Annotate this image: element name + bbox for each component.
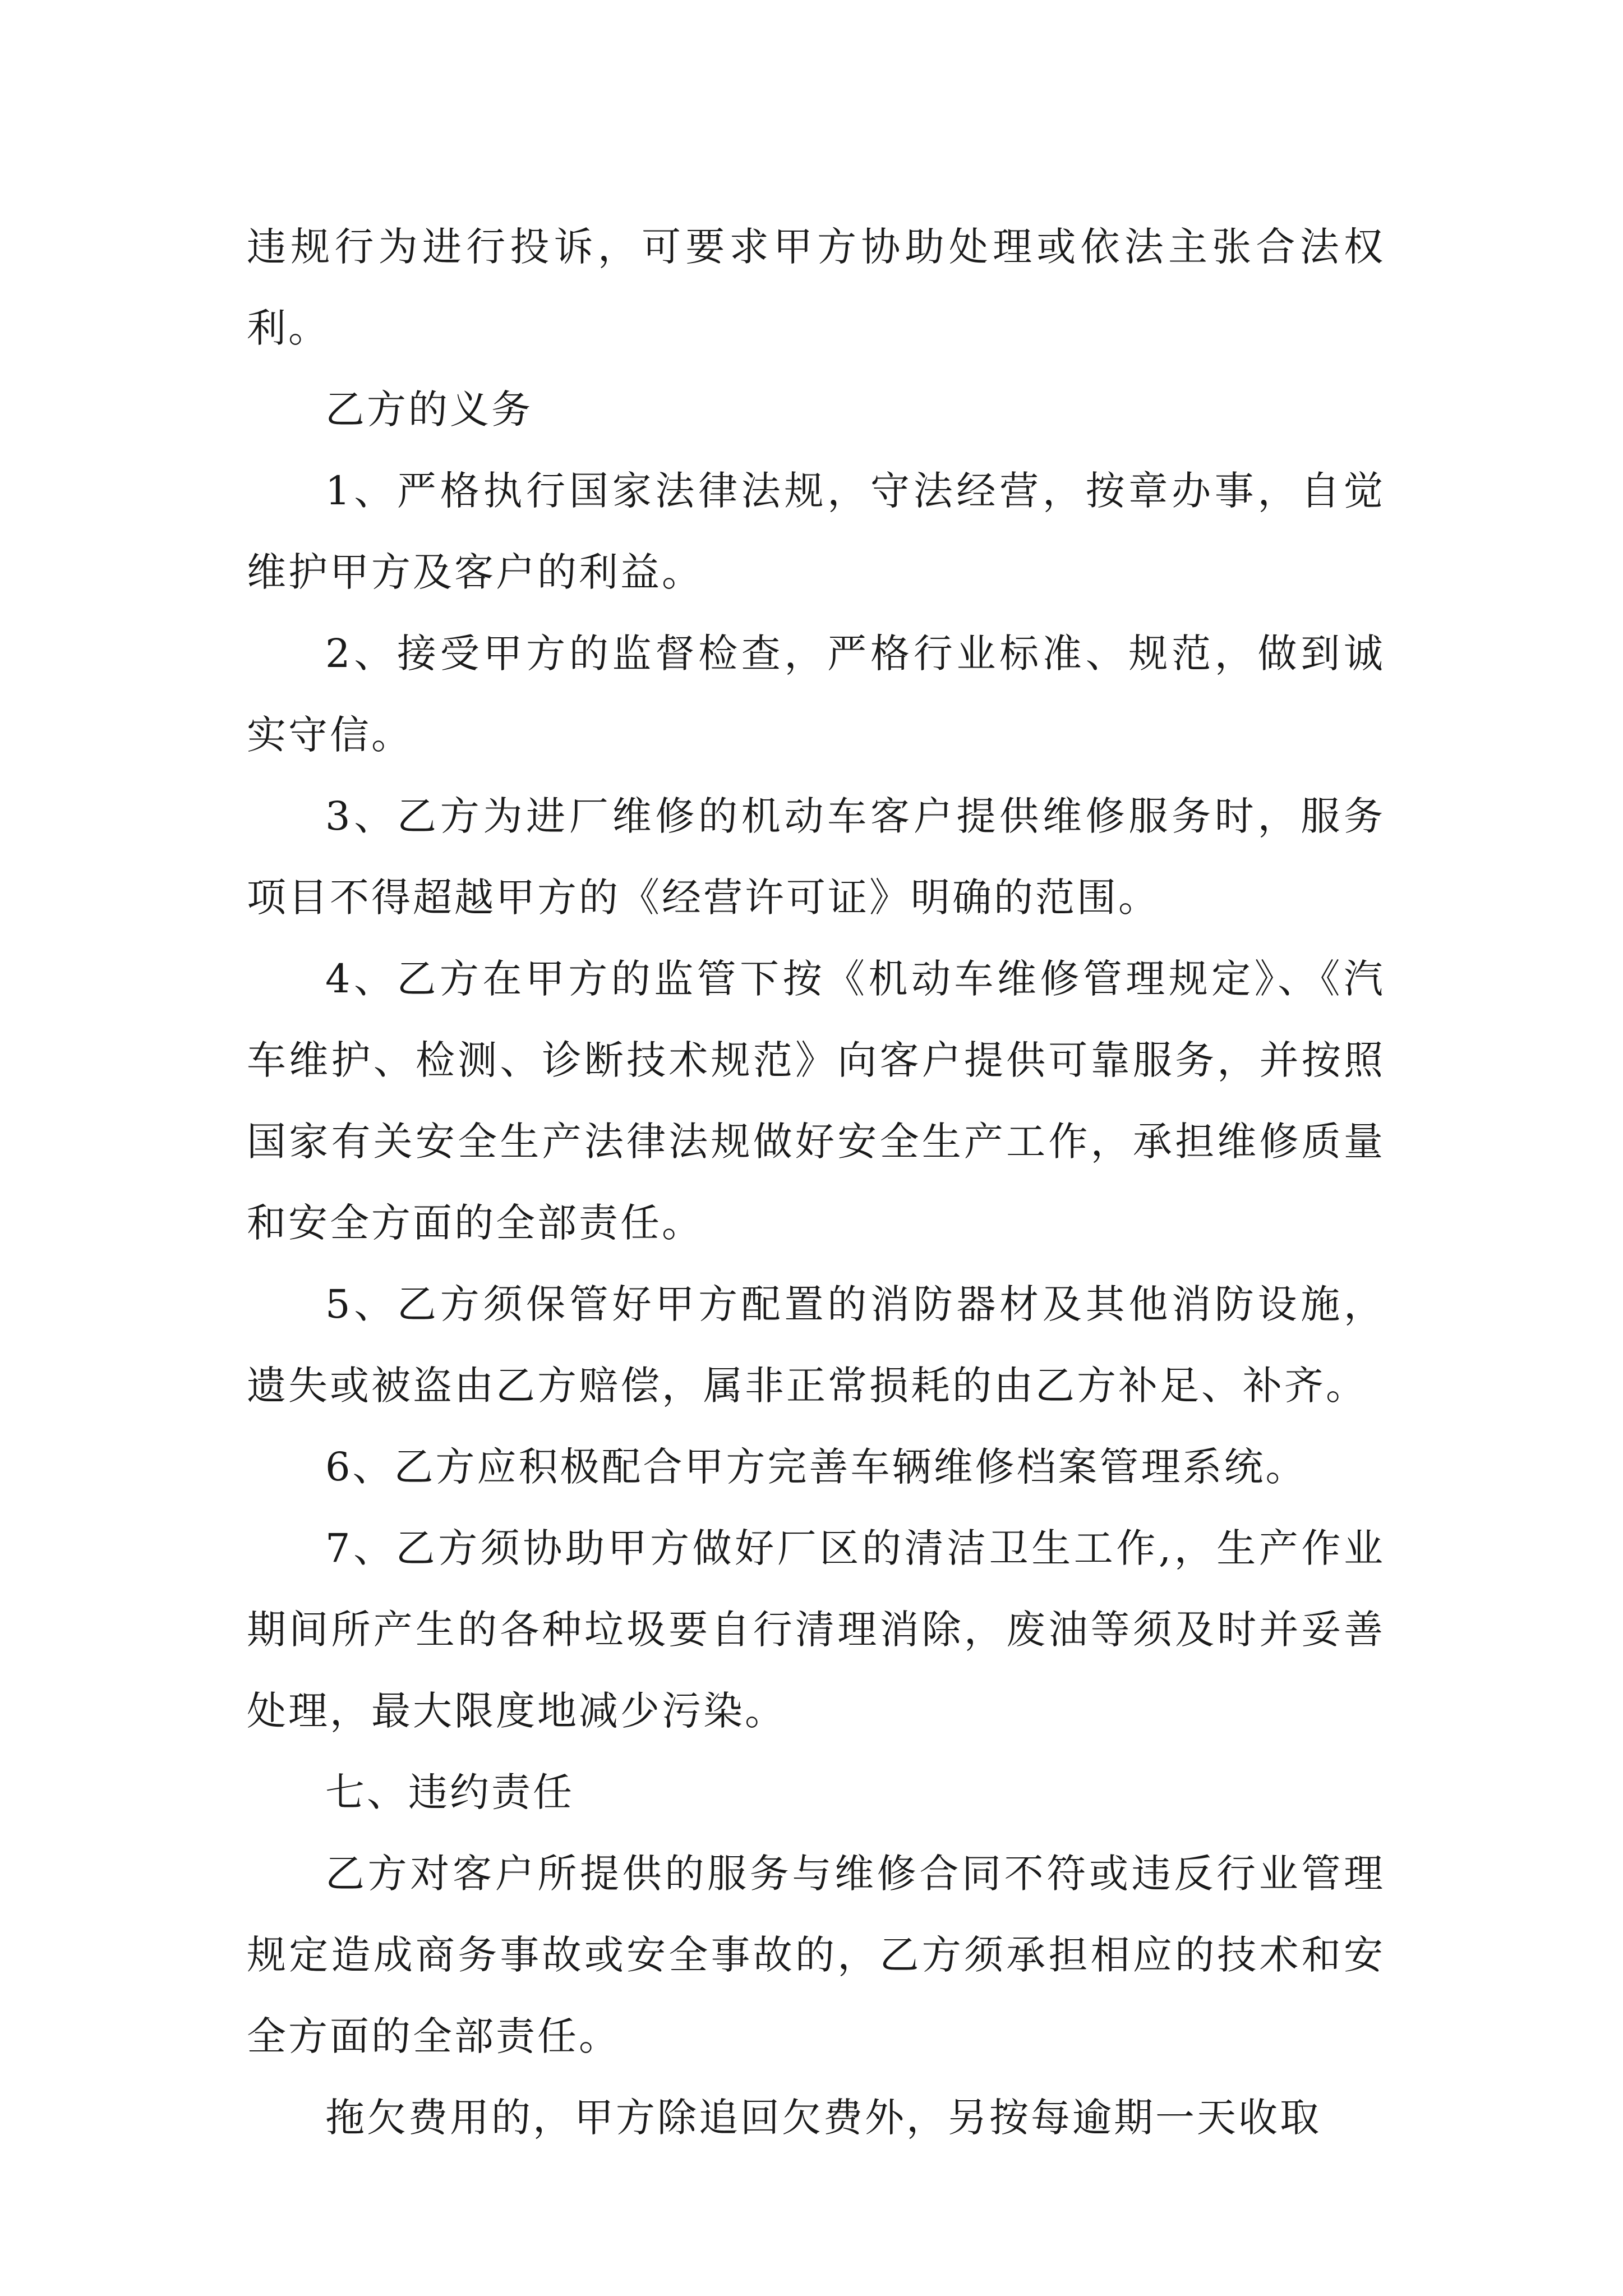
document-body: [247, 206, 1385, 2159]
paragraph-obligation-1: 1、严格执行国家法律法规，守法经营，按章办事，自觉维护甲方及客户的利益。: [247, 468, 1385, 595]
paragraph-obligation-4: 4、乙方在甲方的监管下按《机动车维修管理规定》、《汽车维护、检测、诊断技术规范》向客户提供可靠服务，并按照国家有关安全生产法律法规做好安全生产工作，承担维修质量和安全方面的全部责任。: [247, 956, 1385, 1246]
paragraph-obligation-3: 3、乙方为进厂维修的机动车客户提供维修服务时，服务项目不得超越甲方的《经营许可证》明确的范围。: [247, 793, 1385, 921]
heading-breach-liability: 七、违约责任: [325, 1769, 574, 1815]
heading-party-b-obligations: 乙方的义务: [325, 386, 533, 432]
paragraph-liability-arrears: 拖欠费用的，甲方除追回欠费外，另按每逾期一天收取: [325, 2095, 1321, 2141]
paragraph-complaint-rights: 违规行为进行投诉，可要求甲方协助处理或依法主张合法权利。: [247, 224, 1385, 351]
paragraph-liability-service: 乙方对客户所提供的服务与维修合同不符或违反行业管理规定造成商务事故或安全事故的，乙方须承担相应的技术和安全方面的全部责任。: [247, 1851, 1385, 2059]
paragraph-obligation-5: 5、乙方须保管好甲方配置的消防器材及其他消防设施，遗失或被盗由乙方赔偿，属非正常损耗的由乙方补足、补齐。: [247, 1281, 1385, 1409]
paragraph-obligation-7: 7、乙方须协助甲方做好厂区的清洁卫生工作,，生产作业期间所产生的各种垃圾要自行清理消除，废油等须及时并妥善处理，最大限度地减少污染。: [247, 1525, 1385, 1734]
paragraph-obligation-2: 2、接受甲方的监督检查，严格行业标准、规范，做到诚实守信。: [247, 631, 1385, 758]
paragraph-obligation-6: 6、乙方应积极配合甲方完善车辆维修档案管理系统。: [325, 1444, 1307, 1490]
